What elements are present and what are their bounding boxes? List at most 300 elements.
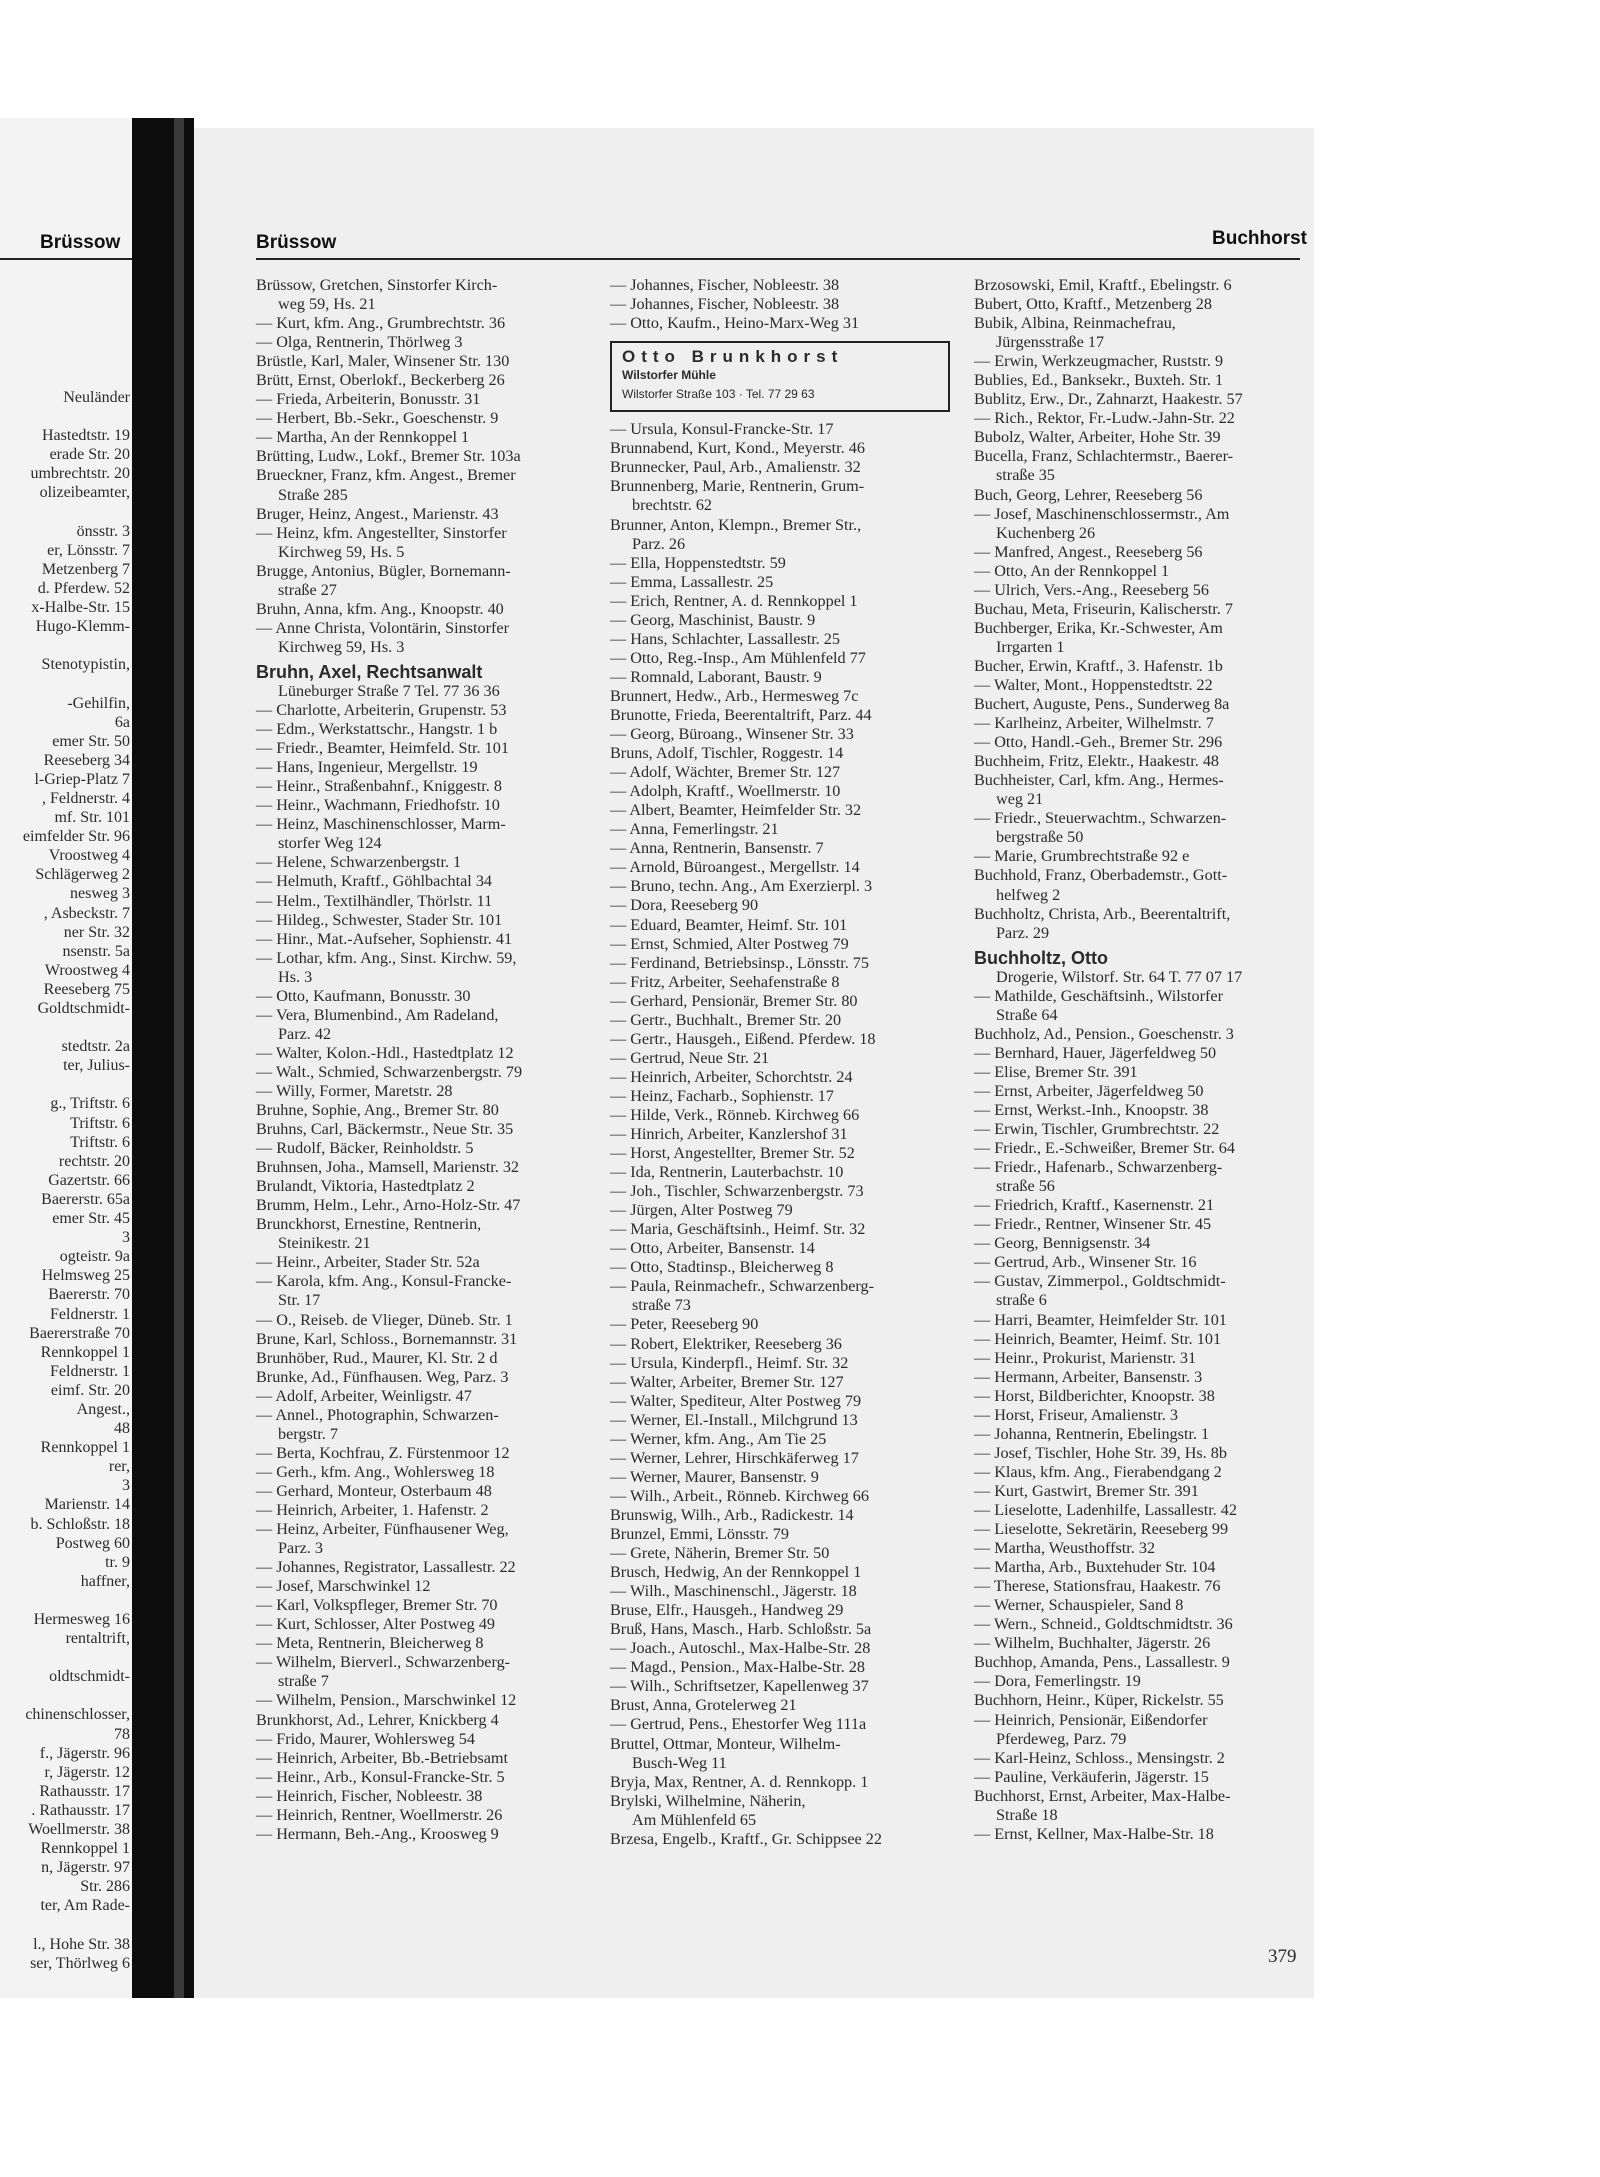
listing-entry: — Hermann, Arbeiter, Bansenstr. 3: [974, 1367, 1203, 1386]
listing-continuation: Straße 285: [278, 485, 348, 504]
listing-entry: — Paula, Reinmachefr., Schwarzenberg-: [610, 1277, 875, 1296]
left-fragment-line: [0, 1648, 134, 1667]
listing-entry: Brunke, Ad., Fünfhausen. Weg, Parz. 3: [256, 1367, 509, 1386]
listing-entry: — Ernst, Schmied, Alter Postweg 79: [610, 934, 849, 953]
listing-entry: — Hermann, Beh.-Ang., Kroosweg 9: [256, 1824, 499, 1843]
listing-entry: — Maria, Geschäftsinh., Heimf. Str. 32: [610, 1220, 866, 1239]
listing-continuation: weg 21: [996, 790, 1044, 809]
listing-continuation: Hs. 3: [278, 967, 313, 986]
left-page-fragments: [0, 388, 134, 1973]
book-spine: [132, 118, 194, 1998]
listing-entry: Brunnabend, Kurt, Kond., Meyerstr. 46: [610, 439, 865, 458]
listing-entry: — Bruno, techn. Ang., Am Exerzierpl. 3: [610, 877, 873, 896]
listing-entry: — Heinrich, Arbeiter, Bb.-Betriebsamt: [256, 1748, 508, 1767]
listing-entry: — Lieselotte, Ladenhilfe, Lassallestr. 42: [974, 1501, 1237, 1519]
listing-continuation: Drogerie, Wilstorf. Str. 64 T. 77 07 17: [996, 967, 1243, 986]
listing-entry: — Annel., Photographin, Schwarzen-: [256, 1405, 499, 1424]
listing-entry: — Gertrud, Neue Str. 21: [610, 1048, 770, 1067]
listing-continuation: Straße 64: [996, 1005, 1058, 1024]
advertisement-box: [610, 341, 950, 412]
listing-continuation: Kirchweg 59, Hs. 3: [278, 637, 405, 656]
listing-entry: — Heinz, Arbeiter, Fünfhausener Weg,: [256, 1520, 509, 1539]
listing-continuation: Busch-Weg 11: [632, 1753, 727, 1772]
listing-entry: — Friedr., E.-Schweißer, Bremer Str. 64: [974, 1139, 1235, 1158]
left-fragment-line: ter, Julius-: [63, 1057, 130, 1075]
listing-entry: Bruhnsen, Joha., Mamsell, Marienstr. 32: [256, 1158, 520, 1177]
listing-entry: — Horst, Angestellter, Bremer Str. 52: [610, 1144, 855, 1163]
listing-entry: — Walter, Arbeiter, Bremer Str. 127: [610, 1372, 844, 1391]
listing-entry: — Kurt, Schlosser, Alter Postweg 49: [256, 1615, 496, 1634]
listing-entry: — Robert, Elektriker, Reeseberg 36: [610, 1334, 842, 1353]
left-fragment-line: eimfelder Str. 96: [22, 828, 130, 846]
listing-entry: — Olga, Rentnerin, Thörlweg 3: [256, 333, 463, 352]
listing-entry: — Otto, Stadtinsp., Bleicherweg 8: [610, 1258, 834, 1277]
listing-continuation: Parz. 42: [278, 1024, 332, 1043]
listing-continuation: Str. 17: [278, 1291, 321, 1310]
listing-entry: — Horst, Bildberichter, Knoopstr. 38: [974, 1386, 1215, 1405]
left-fragment-line: [0, 1018, 134, 1037]
left-fragment-line: Wroostweg 4: [44, 961, 130, 979]
left-fragment-line: Reeseberg 75: [43, 980, 130, 998]
left-fragment-line: b. Schloßstr. 18: [30, 1515, 130, 1533]
listing-continuation: straße 6: [996, 1291, 1047, 1310]
listing-entry: — Albert, Beamter, Heimfelder Str. 32: [610, 801, 862, 820]
listing-entry: — Friedr., Steuerwachtm., Schwarzen-: [974, 809, 1227, 828]
left-fragment-line: l-Griep-Platz 7: [34, 770, 130, 788]
listing-entry: — Otto, Kaufm., Heino-Marx-Weg 31: [610, 314, 860, 333]
left-fragment-line: Rennkoppel 1: [40, 1439, 130, 1457]
left-fragment-line: Vroostweg 4: [48, 847, 130, 865]
listing-entry: — Heinrich, Fischer, Nobleestr. 38: [256, 1786, 483, 1805]
listing-entry: — Elise, Bremer Str. 391: [974, 1062, 1138, 1081]
listing-entry: Brumm, Helm., Lehr., Arno-Holz-Str. 47: [256, 1196, 521, 1215]
listing-entry: Brüssow, Gretchen, Sinstorfer Kirch-: [256, 276, 498, 294]
listing-entry: — Johanna, Rentnerin, Ebelingstr. 1: [974, 1424, 1210, 1443]
listing-entry: Bruger, Heinz, Angest., Marienstr. 43: [256, 504, 499, 523]
listing-continuation: helfweg 2: [996, 885, 1061, 904]
listing-entry: — Marie, Grumbrechtstraße 92 e: [974, 847, 1190, 866]
listing-entry: — Meta, Rentnerin, Bleicherweg 8: [256, 1634, 484, 1653]
listing-entry: — Heinr., Prokurist, Marienstr. 31: [974, 1348, 1197, 1367]
listing-entry: — Heinrich, Arbeiter, Schorchtstr. 24: [610, 1067, 853, 1086]
left-fragment-line: [0, 407, 134, 426]
listing-entry: — Frido, Maurer, Wohlersweg 54: [256, 1729, 475, 1748]
listing-entry: — Gertrud, Arb., Winsener Str. 16: [974, 1253, 1197, 1272]
listing-entry: — Otto, Handl.-Geh., Bremer Str. 296: [974, 733, 1223, 752]
listing-entry: — Werner, kfm. Ang., Am Tie 25: [610, 1429, 827, 1448]
book-spine-gutter: [174, 118, 184, 1998]
left-fragment-line: rentaltrift,: [65, 1630, 130, 1648]
left-fragment-line: Marienstr. 14: [44, 1496, 130, 1514]
listing-entry: — Manfred, Angest., Reeseberg 56: [974, 542, 1203, 561]
listing-entry: — Ella, Hoppenstedtstr. 59: [610, 553, 786, 572]
listing-entry: — Wilhelm, Bierverl., Schwarzenberg-: [256, 1653, 511, 1672]
listing-entry: — Hinr., Mat.-Aufseher, Sophienstr. 41: [256, 929, 513, 948]
listing-continuation: Straße 18: [996, 1805, 1058, 1824]
listing-entry: — Friedr., Rentner, Winsener Str. 45: [974, 1215, 1212, 1234]
left-running-head: Brüssow: [40, 232, 121, 253]
listing-entry: — Lieselotte, Sekretärin, Reeseberg 99: [974, 1520, 1229, 1539]
left-fragment-line: Feldnerstr. 1: [50, 1305, 130, 1323]
listing-entry: — Magd., Pension., Max-Halbe-Str. 28: [610, 1658, 865, 1677]
listing-entry: — Otto, Arbeiter, Bansenstr. 14: [610, 1239, 815, 1258]
left-fragment-line: n, Jägerstr. 97: [41, 1859, 130, 1877]
listing-entry: — Anne Christa, Volontärin, Sinstorfer: [256, 618, 509, 637]
listing-entry: Bruttel, Ottmar, Monteur, Wilhelm-: [610, 1734, 841, 1753]
listing-entry: — Karlheinz, Arbeiter, Wilhelmstr. 7: [974, 714, 1214, 733]
listing-entry: — Walt., Schmied, Schwarzenbergstr. 79: [256, 1062, 523, 1081]
listing-entry: — Gerh., kfm. Ang., Wohlersweg 18: [256, 1462, 495, 1481]
listing-entry: — Ursula, Konsul-Francke-Str. 17: [610, 420, 834, 439]
listing-entry: Buchhorn, Heinr., Küper, Rickelstr. 55: [974, 1691, 1224, 1710]
listing-entry: — Gertr., Hausgeh., Eißend. Pferdew. 18: [610, 1029, 876, 1048]
left-fragment-line: Triftstr. 6: [70, 1133, 130, 1151]
listing-entry: Bublitz, Erw., Dr., Zahnarzt, Haakestr. 57: [974, 390, 1243, 409]
listing-entry: — Dora, Reeseberg 90: [610, 896, 759, 915]
left-fragment-line: f., Jägerstr. 96: [39, 1744, 130, 1762]
listing-entry: Brütt, Ernst, Oberlokf., Beckerberg 26: [256, 371, 505, 390]
left-fragment-line: haffner,: [80, 1572, 130, 1590]
listing-entry: — Martha, Weusthoffstr. 32: [974, 1539, 1156, 1558]
listing-entry: — Helm., Textilhändler, Thörlstr. 11: [256, 891, 493, 910]
listing-entry: — Berta, Kochfrau, Z. Fürstenmoor 12: [256, 1443, 510, 1462]
left-fragment-line: [0, 1686, 134, 1705]
listing-entry: — Werner, Lehrer, Hirschkäferweg 17: [610, 1448, 859, 1467]
listing-entry: — Eduard, Beamter, Heimf. Str. 101: [610, 915, 848, 934]
listing-entry: — Josef, Marschwinkel 12: [256, 1577, 431, 1596]
listing-entry: Brunnenberg, Marie, Rentnerin, Grum-: [610, 477, 865, 496]
directory-column-3: [974, 276, 1308, 1844]
listing-entry: — Hildeg., Schwester, Stader Str. 101: [256, 910, 503, 929]
listing-entry: Bucella, Franz, Schlachtermstr., Baerer-: [974, 447, 1234, 466]
listing-entry: Bruse, Elfr., Hausgeh., Handweg 29: [610, 1601, 844, 1620]
listing-entry: — Fritz, Arbeiter, Seehafenstraße 8: [610, 972, 840, 991]
left-fragment-line: nsenstr. 5a: [62, 942, 130, 960]
listing-entry: — Rich., Rektor, Fr.-Ludw.-Jahn-Str. 22: [974, 409, 1235, 428]
listing-continuation: straße 27: [278, 580, 337, 599]
left-fragment-line: Feldnerstr. 1: [50, 1362, 130, 1380]
listing-entry: — Gertr., Buchhalt., Bremer Str. 20: [610, 1010, 842, 1029]
listing-entry: — Martha, An der Rennkoppel 1: [256, 428, 470, 447]
listing-entry: Brzesa, Engelb., Kraftf., Gr. Schippsee 22: [610, 1829, 882, 1848]
listing-entry: Buchhorst, Ernst, Arbeiter, Max-Halbe-: [974, 1786, 1231, 1805]
listing-entry: — Ernst, Arbeiter, Jägerfeldweg 50: [974, 1081, 1204, 1100]
left-fragment-line: ner Str. 32: [63, 923, 130, 941]
listing-entry: — Helmuth, Kraftf., Göhlbachtal 34: [256, 872, 493, 891]
listing-entry: Brunswig, Wilh., Arb., Radickestr. 14: [610, 1505, 854, 1524]
listing-entry: — Harri, Beamter, Heimfelder Str. 101: [974, 1310, 1227, 1329]
listing-entry: Buchholtz, Christa, Arb., Beerentaltrift,: [974, 904, 1231, 923]
listing-entry: Buchheister, Carl, kfm. Ang., Hermes-: [974, 771, 1224, 790]
listing-continuation: storfer Weg 124: [278, 834, 382, 853]
listing-entry: — Wilhelm, Pension., Marschwinkel 12: [256, 1691, 517, 1710]
listing-entry: — Jürgen, Alter Postweg 79: [610, 1201, 793, 1220]
listing-entry: — Ernst, Kellner, Max-Halbe-Str. 18: [974, 1824, 1214, 1843]
left-fragment-line: rer,: [108, 1458, 130, 1476]
left-fragment-line: er, Lönsstr. 7: [47, 541, 130, 559]
listing-entry: — Emma, Lassallestr. 25: [610, 572, 774, 591]
listing-entry: Bruhn, Anna, kfm. Ang., Knoopstr. 40: [256, 599, 504, 618]
left-fragment-line: Woellmerstr. 38: [28, 1821, 130, 1839]
left-fragment-line: emer Str. 45: [52, 1210, 130, 1228]
listing-entry: — Gustav, Zimmerpol., Goldtschmidt-: [974, 1272, 1226, 1291]
listing-entry: — Karola, kfm. Ang., Konsul-Francke-: [256, 1272, 512, 1291]
left-fragment-line: stedtstr. 2a: [61, 1038, 130, 1056]
listing-continuation: straße 7: [278, 1672, 329, 1691]
listing-entry: — Heinr., Arb., Konsul-Francke-Str. 5: [256, 1767, 505, 1786]
listing-entry: Bruß, Hans, Masch., Harb. Schloßstr. 5a: [610, 1620, 872, 1639]
left-fragment-line: Rennkoppel 1: [40, 1840, 130, 1858]
left-fragment-line: erade Str. 20: [49, 446, 130, 464]
listing-entry: — Walter, Mont., Hoppenstedtstr. 22: [974, 675, 1213, 694]
listing-entry: — Georg, Bennigsenstr. 34: [974, 1234, 1151, 1253]
listing-entry: Brust, Anna, Grotelerweg 21: [610, 1696, 797, 1715]
listing-entry: Brunzel, Emmi, Lönsstr. 79: [610, 1525, 789, 1543]
left-fragment-line: g., Triftstr. 6: [50, 1095, 130, 1113]
left-fragment-line: Goldtschmidt-: [37, 1000, 130, 1017]
listing-entry: — Anna, Rentnerin, Bansenstr. 7: [610, 839, 824, 858]
listing-entry: — Gerhard, Monteur, Osterbaum 48: [256, 1481, 492, 1500]
left-fragment-line: chinenschlosser,: [25, 1706, 130, 1724]
listing-entry: — Wilh., Arbeit., Rönneb. Kirchweg 66: [610, 1486, 869, 1505]
listing-entry: Brulandt, Viktoria, Hastedtplatz 2: [256, 1177, 475, 1196]
listing-entry: — Heinr., Arbeiter, Stader Str. 52a: [256, 1253, 480, 1272]
listing-entry: — Arnold, Büroangest., Mergellstr. 14: [610, 858, 860, 877]
left-fragment-line: Postweg 60: [55, 1534, 130, 1552]
listing-entry: Bryja, Max, Rentner, A. d. Rennkopp. 1: [610, 1772, 869, 1791]
left-fragment-line: [0, 1916, 134, 1935]
listing-entry: — Heinr., Straßenbahnf., Kniggestr. 8: [256, 777, 502, 796]
listing-entry: — Horst, Friseur, Amalienstr. 3: [974, 1405, 1178, 1424]
listing-continuation: Jürgensstraße 17: [996, 333, 1105, 352]
listing-entry: — Helene, Schwarzenbergstr. 1: [256, 853, 462, 872]
listing-entry: — Erich, Rentner, A. d. Rennkoppel 1: [610, 591, 858, 610]
left-fragment-line: oldtschmidt-: [49, 1668, 130, 1686]
listing-entry: — Werner, Schauspieler, Sand 8: [974, 1596, 1184, 1615]
left-fragment-line: [0, 674, 134, 693]
listing-entry: Bublies, Ed., Banksekr., Buxteh. Str. 1: [974, 371, 1224, 390]
left-fragment-line: 6a: [114, 713, 130, 731]
left-fragment-line: önsstr. 3: [76, 522, 130, 540]
listing-entry: — Ernst, Werkst.-Inh., Knoopstr. 38: [974, 1101, 1209, 1120]
listing-entry: Buchert, Auguste, Pens., Sunderweg 8a: [974, 695, 1230, 714]
listing-entry: — Gertrud, Pens., Ehestorfer Weg 111a: [610, 1715, 867, 1734]
listing-entry: — Erwin, Tischler, Grumbrechtstr. 22: [974, 1120, 1220, 1139]
listing-entry: — Friedrich, Kraftf., Kasernenstr. 21: [974, 1196, 1215, 1215]
listing-entry: — Otto, An der Rennkoppel 1: [974, 561, 1170, 580]
listing-continuation: Lüneburger Straße 7 Tel. 77 36 36: [278, 681, 500, 700]
listing-entry: — Edm., Werkstattschr., Hangstr. 1 b: [256, 720, 498, 739]
bold-listing-heading: Buchholtz, Otto: [974, 947, 1108, 968]
listing-entry: — Heinz, Facharb., Sophienstr. 17: [610, 1086, 834, 1105]
ad-subtitle: Wilstorfer Mühle: [622, 368, 716, 383]
listing-entry: Brunkhorst, Ad., Lehrer, Knickberg 4: [256, 1710, 499, 1729]
listing-entry: Buchhold, Franz, Oberbademstr., Gott-: [974, 866, 1228, 885]
left-fragment-line: Triftstr. 6: [70, 1114, 130, 1132]
listing-entry: — Romnald, Laborant, Baustr. 9: [610, 667, 822, 686]
ad-title: Otto Brunkhorst: [622, 347, 844, 367]
bold-listing-heading: Bruhn, Axel, Rechtsanwalt: [256, 661, 483, 682]
listing-entry: — Josef, Tischler, Hohe Str. 39, Hs. 8b: [974, 1443, 1227, 1462]
listing-continuation: Parz. 3: [278, 1539, 323, 1558]
listing-entry: Brütting, Ludw., Lokf., Bremer Str. 103a: [256, 447, 521, 466]
listing-entry: — Wilh., Maschinenschl., Jägerstr. 18: [610, 1582, 857, 1601]
listing-entry: Brunckhorst, Ernestine, Rentnerin,: [256, 1215, 482, 1234]
left-fragment-line: Rathausstr. 17: [39, 1782, 130, 1800]
left-fragment-line: . Rathausstr. 17: [31, 1801, 130, 1819]
listing-entry: — Johannes, Registrator, Lassallestr. 22: [256, 1558, 516, 1577]
listing-continuation: weg 59, Hs. 21: [278, 295, 376, 314]
listing-continuation: bergstr. 7: [278, 1424, 338, 1443]
listing-continuation: Pferdeweg, Parz. 79: [996, 1729, 1127, 1748]
left-fragment-line: 78: [114, 1725, 130, 1743]
listing-continuation: Parz. 26: [632, 534, 686, 553]
left-fragment-line: Rennkoppel 1: [40, 1343, 130, 1361]
listing-entry: — Joach., Autoschl., Max-Halbe-Str. 28: [610, 1639, 871, 1658]
listing-entry: — Kurt, kfm. Ang., Grumbrechtstr. 36: [256, 314, 506, 333]
left-fragment-line: [0, 1591, 134, 1610]
ad-address: Wilstorfer Straße 103 · Tel. 77 29 63: [622, 387, 815, 402]
listing-entry: — Ida, Rentnerin, Lauterbachstr. 10: [610, 1163, 844, 1182]
listing-entry: — Kurt, Gastwirt, Bremer Str. 391: [974, 1481, 1199, 1500]
listing-entry: — Charlotte, Arbeiterin, Grupenstr. 53: [256, 701, 507, 720]
listing-entry: — Grete, Näherin, Bremer Str. 50: [610, 1544, 830, 1563]
left-fragment-line: Gazertstr. 66: [48, 1171, 130, 1189]
left-fragment-line: tr. 9: [105, 1553, 130, 1571]
left-fragment-line: [0, 1075, 134, 1094]
listing-entry: Buch, Georg, Lehrer, Reeseberg 56: [974, 485, 1203, 504]
listing-entry: Brunhöber, Rud., Maurer, Kl. Str. 2 d: [256, 1348, 498, 1367]
listing-entry: Bucher, Erwin, Kraftf., 3. Hafenstr. 1b: [974, 656, 1223, 675]
listing-entry: — Otto, Kaufmann, Bonusstr. 30: [256, 986, 471, 1005]
listing-entry: — Josef, Maschinenschlossermstr., Am: [974, 504, 1230, 523]
listing-entry: Buchheim, Fritz, Elektr., Haakestr. 48: [974, 752, 1220, 771]
left-fragment-line: -Gehilfin,: [67, 694, 130, 712]
listing-entry: — Friedr., Beamter, Heimfeld. Str. 101: [256, 739, 509, 758]
left-fragment-line: Helmsweg 25: [41, 1267, 130, 1285]
listing-entry: Bubik, Albina, Reinmachefrau,: [974, 314, 1176, 333]
left-fragment-line: Baererstr. 65a: [41, 1190, 130, 1208]
left-fragment-line: ser, Thörlweg 6: [30, 1954, 130, 1972]
listing-entry: — Karl, Volkspfleger, Bremer Str. 70: [256, 1596, 498, 1615]
left-fragment-line: Schlägerweg 2: [35, 866, 130, 884]
listing-entry: — Walter, Spediteur, Alter Postweg 79: [610, 1391, 862, 1410]
left-fragment-line: l., Hohe Str. 38: [33, 1935, 130, 1953]
left-fragment-line: Stenotypistin,: [41, 656, 130, 674]
left-fragment-line: 3: [122, 1477, 130, 1495]
listing-entry: — Gerhard, Pensionär, Bremer Str. 80: [610, 991, 858, 1010]
listing-continuation: Am Mühlenfeld 65: [632, 1810, 757, 1829]
left-fragment-line: 3: [122, 1229, 130, 1247]
listing-entry: — Hilde, Verk., Rönneb. Kirchweg 66: [610, 1105, 860, 1124]
left-fragment-line: mf. Str. 101: [54, 809, 130, 827]
listing-entry: — Heinr., Wachmann, Friedhofstr. 10: [256, 796, 500, 815]
left-fragment-line: olizeibeamter,: [39, 484, 130, 502]
listing-entry: — Heinz, kfm. Angestellter, Sinstorfer: [256, 523, 507, 542]
left-fragment-line: Baererstraße 70: [29, 1324, 130, 1342]
left-fragment-line: rechtstr. 20: [58, 1152, 130, 1170]
listing-continuation: Parz. 29: [996, 923, 1050, 942]
listing-continuation: Kuchenberg 26: [996, 523, 1096, 542]
listing-entry: Brzosowski, Emil, Kraftf., Ebelingstr. 6: [974, 276, 1232, 294]
listing-entry: — Willy, Former, Maretstr. 28: [256, 1081, 453, 1100]
listing-entry: — O., Reiseb. de Vlieger, Düneb. Str. 1: [256, 1310, 513, 1329]
listing-entry: — Wilhelm, Buchhalter, Jägerstr. 26: [974, 1634, 1211, 1653]
listing-entry: — Heinz, Maschinenschlosser, Marm-: [256, 815, 506, 834]
listing-entry: Brunnert, Hedw., Arb., Hermesweg 7c: [610, 686, 859, 705]
listing-entry: Buchberger, Erika, Kr.-Schwester, Am: [974, 618, 1223, 637]
listing-entry: Brylski, Wilhelmine, Näherin,: [610, 1791, 806, 1810]
listing-entry: Bruns, Adolf, Tischler, Roggestr. 14: [610, 744, 844, 763]
listing-continuation: brechtstr. 62: [632, 496, 713, 515]
left-fragment-line: Metzenberg 7: [41, 560, 130, 578]
listing-entry: — Werner, Maurer, Bansenstr. 9: [610, 1467, 819, 1486]
left-fragment-line: , Asbeckstr. 7: [43, 904, 130, 922]
listing-entry: Brugge, Antonius, Bügler, Bornemann-: [256, 561, 511, 580]
listing-entry: Buchhop, Amanda, Pens., Lassallestr. 9: [974, 1653, 1230, 1672]
listing-entry: — Dora, Femerlingstr. 19: [974, 1672, 1141, 1691]
listing-entry: — Therese, Stationsfrau, Haakestr. 76: [974, 1577, 1221, 1596]
left-head-rule: [0, 258, 134, 260]
listing-entry: — Klaus, kfm. Ang., Fierabendgang 2: [974, 1462, 1222, 1481]
listing-entry: — Wilh., Schriftsetzer, Kapellenweg 37: [610, 1677, 869, 1696]
listing-entry: — Peter, Reeseberg 90: [610, 1315, 759, 1334]
listing-entry: — Vera, Blumenbind., Am Radeland,: [256, 1005, 499, 1024]
listing-entry: Bruhns, Carl, Bäckermstr., Neue Str. 35: [256, 1120, 514, 1139]
left-fragment-line: [0, 503, 134, 522]
left-fragment-line: r, Jägerstr. 12: [44, 1763, 130, 1781]
left-fragment-line: umbrechtstr. 20: [30, 465, 130, 483]
right-running-head-right: Buchhorst: [1212, 228, 1307, 249]
listing-entry: — Rudolf, Bäcker, Reinholdstr. 5: [256, 1139, 474, 1158]
right-running-head-left: Brüssow: [256, 232, 337, 253]
listing-entry: Bubert, Otto, Kraftf., Metzenberg 28: [974, 295, 1212, 314]
listing-entry: — Frieda, Arbeiterin, Bonusstr. 31: [256, 390, 481, 409]
listing-entry: — Adolf, Wächter, Bremer Str. 127: [610, 763, 841, 782]
left-fragment-line: emer Str. 50: [52, 732, 130, 750]
listing-entry: — Anna, Femerlingstr. 21: [610, 820, 779, 839]
listing-entry: — Johannes, Fischer, Nobleestr. 38: [610, 276, 840, 294]
listing-continuation: Irrgarten 1: [996, 637, 1065, 656]
directory-column-2: [610, 276, 958, 1849]
listing-entry: — Ulrich, Vers.-Ang., Reeseberg 56: [974, 580, 1209, 599]
listing-entry: — Pauline, Verkäuferin, Jägerstr. 15: [974, 1767, 1209, 1786]
listing-entry: — Ferdinand, Betriebsinsp., Lönsstr. 75: [610, 953, 869, 972]
listing-entry: — Wern., Schneid., Goldtschmidtstr. 36: [974, 1615, 1233, 1634]
listing-entry: — Heinrich, Arbeiter, 1. Hafenstr. 2: [256, 1501, 489, 1519]
listing-entry: Bruhne, Sophie, Ang., Bremer Str. 80: [256, 1101, 499, 1120]
left-fragment-line: nesweg 3: [70, 885, 130, 903]
listing-entry: — Heinrich, Pensionär, Eißendorfer: [974, 1710, 1208, 1729]
listing-continuation: Steinikestr. 21: [278, 1234, 371, 1253]
listing-entry: Bubolz, Walter, Arbeiter, Hohe Str. 39: [974, 428, 1221, 447]
left-fragment-line: Angest.,: [76, 1400, 130, 1418]
left-fragment-line: Baererstr. 70: [48, 1286, 130, 1304]
listing-entry: — Hans, Ingenieur, Mergellstr. 19: [256, 758, 478, 777]
left-fragment-line: [0, 636, 134, 655]
listing-entry: — Mathilde, Geschäftsinh., Wilstorfer: [974, 986, 1224, 1005]
left-fragment-line: d. Pferdew. 52: [37, 579, 130, 597]
listing-entry: — Lothar, kfm. Ang., Sinst. Kirchw. 59,: [256, 948, 517, 967]
listing-continuation: bergstraße 50: [996, 828, 1084, 847]
listing-continuation: Kirchweg 59, Hs. 5: [278, 542, 405, 561]
left-fragment-line: ter, Am Rade-: [40, 1897, 130, 1915]
listing-entry: — Otto, Reg.-Insp., Am Mühlenfeld 77: [610, 648, 866, 667]
left-fragment-line: ogteistr. 9a: [59, 1248, 130, 1266]
listing-entry: — Hans, Schlachter, Lassallestr. 25: [610, 629, 840, 648]
left-fragment-line: Reeseberg 34: [43, 751, 130, 769]
listing-entry: — Heinrich, Rentner, Woellmerstr. 26: [256, 1805, 503, 1824]
